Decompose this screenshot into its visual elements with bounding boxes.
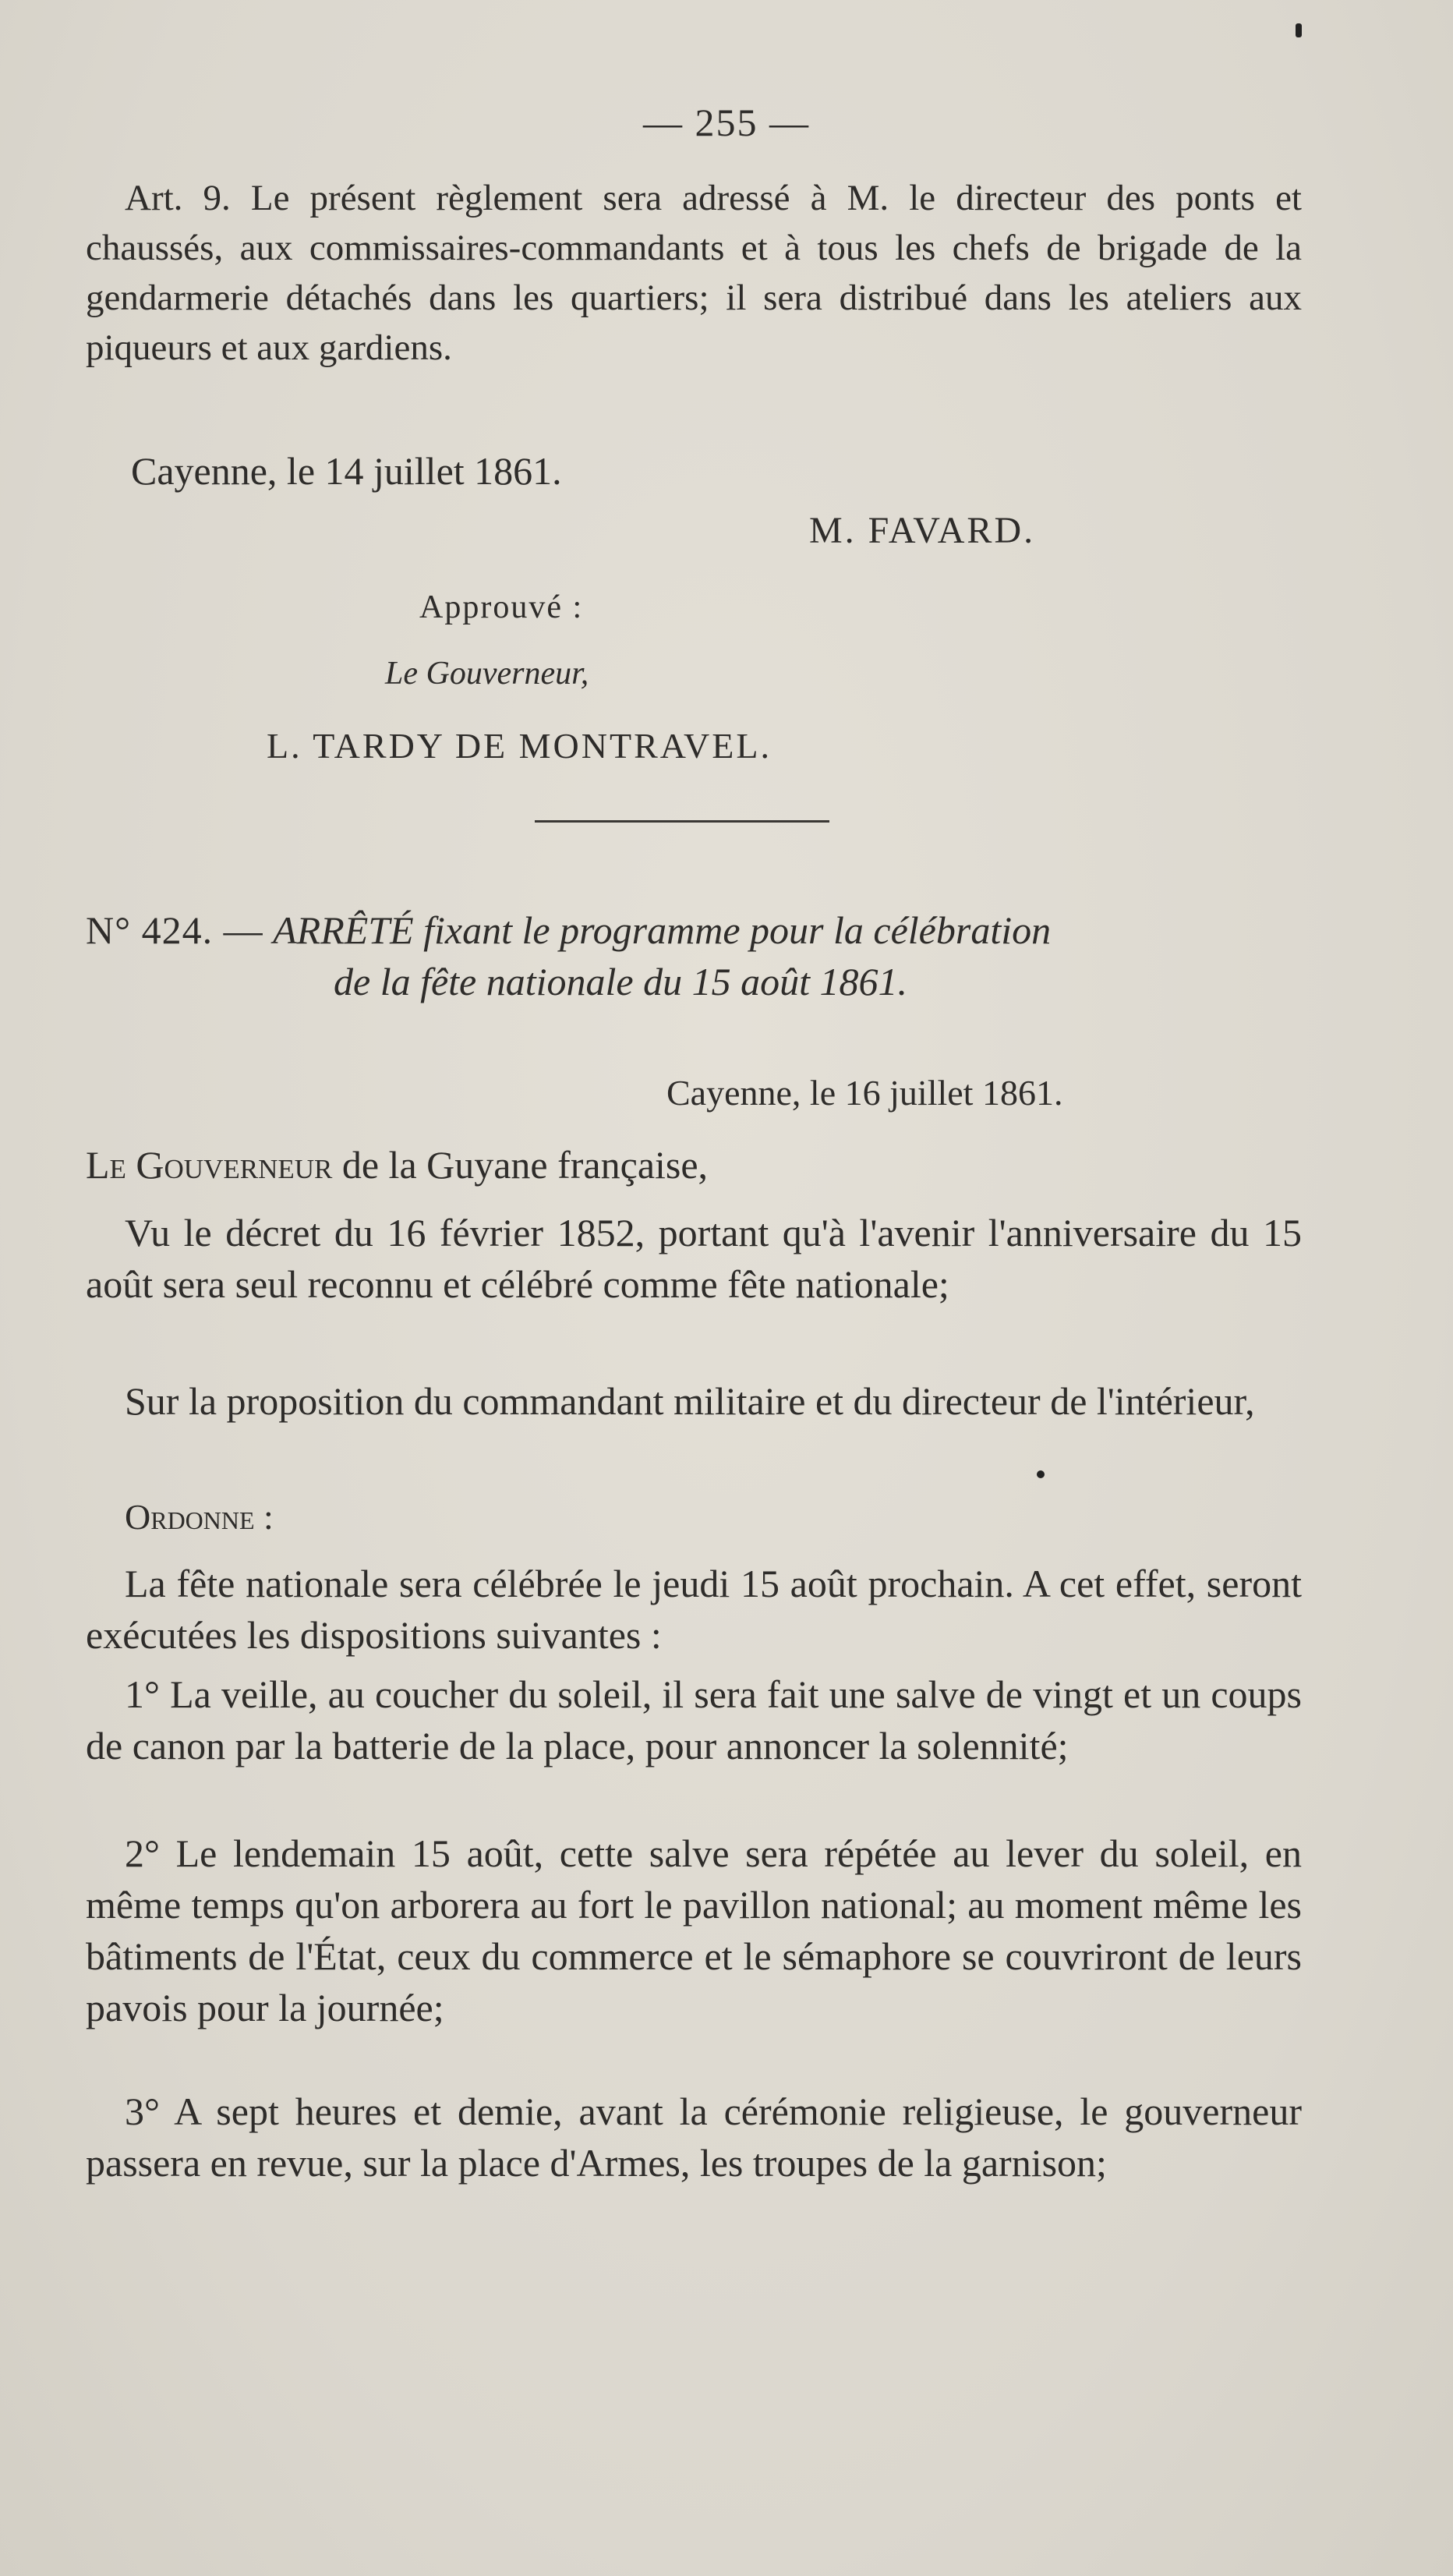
dateline-first: Cayenne, le 14 juillet 1861. [131,449,562,493]
approved-label: Approuvé : [419,589,584,625]
governor-rest: de la Guyane française, [332,1143,709,1187]
body-paragraph-3: 2° Le lendemain 15 août, cette salve sera répétée au lever du soleil, en même temps qu'on arborera au fort le pavillon national; au moment même les bâtiments de l'État, ceux du commerce et le sémaphore se couvriront de leurs pavois pour la journée; [86,1831,1302,2029]
governor-preamble [86,1140,1302,1190]
sur-paragraph: Sur la proposition du commandant militaire et du directeur de l'intérieur, [125,1379,1255,1423]
decree-title-line1: ARRÊTÉ fixant le programme pour la célébration [273,908,1052,952]
ink-speck [1037,1470,1045,1478]
governor-label: Le Gouverneur, [385,656,589,692]
section-divider [535,820,829,823]
page-number: — 255 — [643,101,810,144]
decree-title-line2: de la fête nationale du 15 août 1861. [334,960,908,1003]
signature-favard: M. FAVARD. [809,510,1036,551]
dateline-second: Cayenne, le 16 juillet 1861. [666,1073,1063,1113]
governor-smallcaps: Le Gouverneur [86,1143,333,1187]
body-paragraph-2: 1° La veille, au coucher du soleil, il sera fait une salve de vingt et un coups de canon par la batterie de la place, pour annoncer la solennité; [86,1672,1302,1767]
body-paragraph-1: La fête nationale sera célébrée le jeudi 15 août prochain. A cet effet, seront exécutées les dispositions suivantes : [86,1562,1302,1657]
signature-tardy-de-montravel: L. TARDY DE MONTRAVEL. [267,726,772,766]
decree-number: N° 424. — [86,908,263,952]
decree-heading [86,904,1333,1007]
article-9-paragraph: Art. 9. Le présent règlement sera adressé à M. le directeur des ponts et chaussés, aux commissaires-commandants et à tous les chefs de brigade de la gendarmerie détachés dans les quartiers; il sera distribué dans les ateliers aux piqueurs et aux gardiens. [86,178,1302,368]
ink-speck [1296,23,1302,37]
ordonne-label: Ordonne : [125,1497,274,1537]
body-paragraph-4: 3° A sept heures et demie, avant la cérémonie religieuse, le gouverneur passera en revue, sur la place d'Armes, les troupes de la garnison; [86,2089,1302,2185]
vu-paragraph: Vu le décret du 16 février 1852, portant qu'à l'avenir l'anniversaire du 15 août sera seul reconnu et célébré comme fête nationale; [86,1211,1302,1306]
